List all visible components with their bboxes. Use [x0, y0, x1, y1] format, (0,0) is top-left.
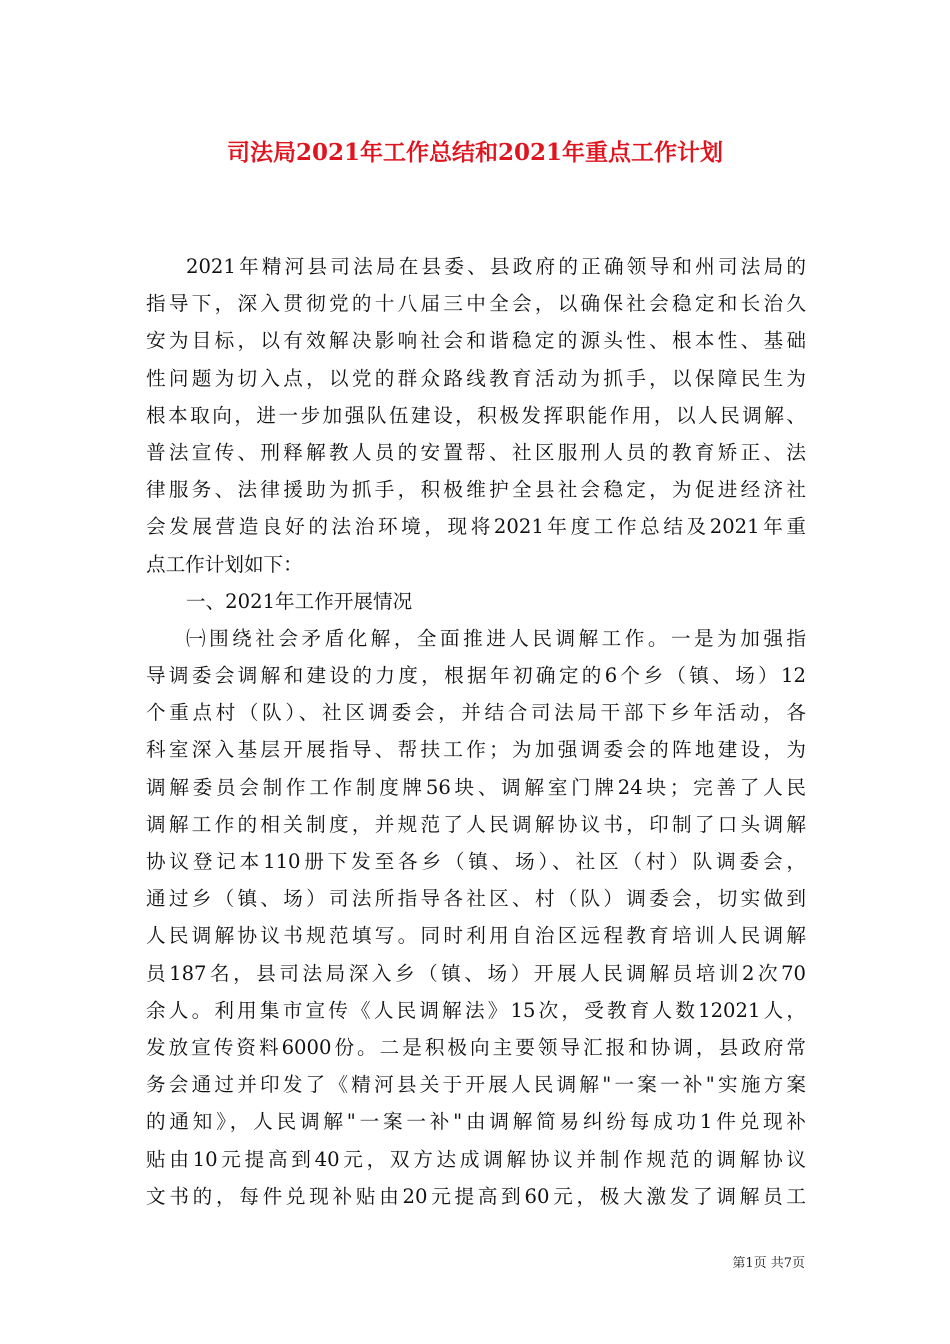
text-line: 一、2021年工作开展情况: [186, 589, 413, 613]
text-line: 的通知》，人民调解"一案一补"由调解简易纠纷每成功1件兑现补: [146, 1110, 806, 1134]
text-line: 贴由10元提高到40元，双方达成调解协议并制作规范的调解协议: [146, 1147, 806, 1171]
text-line: 通过乡（镇、场）司法所指导各社区、村（队）调委会，切实做到: [146, 887, 806, 911]
page-title: 司法局2021年工作总结和2021年重点工作计划: [226, 139, 724, 166]
text-line: 员187名，县司法局深入乡（镇、场）开展人民调解员培训2次70: [146, 961, 806, 985]
text-line: 导调委会调解和建设的力度，根据年初确定的6个乡（镇、场）12: [146, 664, 806, 688]
text-line: 科室深入基层开展指导、帮扶工作；为加强调委会的阵地建设，为: [146, 738, 806, 762]
text-line: 性问题为切入点，以党的群众路线教育活动为抓手，以保障民生为: [146, 366, 806, 390]
document-body: [146, 248, 806, 1215]
text-line: 点工作计划如下：: [146, 552, 303, 576]
text-line: 指导下，深入贯彻党的十八届三中全会，以确保社会稳定和长治久: [146, 292, 806, 316]
text-line: 发放宣传资料6000份。二是积极向主要领导汇报和协调，县政府常: [146, 1035, 806, 1059]
text-line: 务会通过并印发了《精河县关于开展人民调解"一案一补"实施方案: [146, 1073, 806, 1097]
text-line: 调解工作的相关制度，并规范了人民调解协议书，印制了口头调解: [146, 812, 806, 836]
text-line: 人民调解协议书规范填写。同时利用自治区远程教育培训人民调解: [146, 924, 806, 948]
page-number: 第1页 共7页: [732, 1256, 805, 1271]
text-line: 文书的，每件兑现补贴由20元提高到60元，极大激发了调解员工: [146, 1184, 806, 1208]
text-line: 调解委员会制作工作制度牌56块、调解室门牌24块；完善了人民: [146, 775, 806, 799]
text-line: 律服务、法律援助为抓手，积极维护全县社会稳定，为促进经济社: [146, 478, 806, 502]
text-line: 2021年精河县司法局在县委、县政府的正确领导和州司法局的: [186, 255, 806, 278]
text-line: 个重点村（队）、社区调委会，并结合司法局干部下乡年活动，各: [146, 701, 806, 725]
text-line: 普法宣传、刑释解教人员的安置帮、社区服刑人员的教育矫正、法: [146, 440, 806, 464]
text-line: ㈠围绕社会矛盾化解，全面推进人民调解工作。一是为加强指: [186, 626, 806, 650]
text-line: 余人。利用集市宣传《人民调解法》15次，受教育人数12021人，: [146, 998, 806, 1022]
text-line: 协议登记本110册下发至各乡（镇、场）、社区（村）队调委会，: [146, 850, 806, 873]
text-line: 安为目标，以有效解决影响社会和谐稳定的源头性、根本性、基础: [146, 329, 806, 353]
text-line: 会发展营造良好的法治环境，现将2021年度工作总结及2021年重: [146, 515, 806, 539]
text-line: 根本取向，进一步加强队伍建设，积极发挥职能作用，以人民调解、: [146, 403, 806, 427]
